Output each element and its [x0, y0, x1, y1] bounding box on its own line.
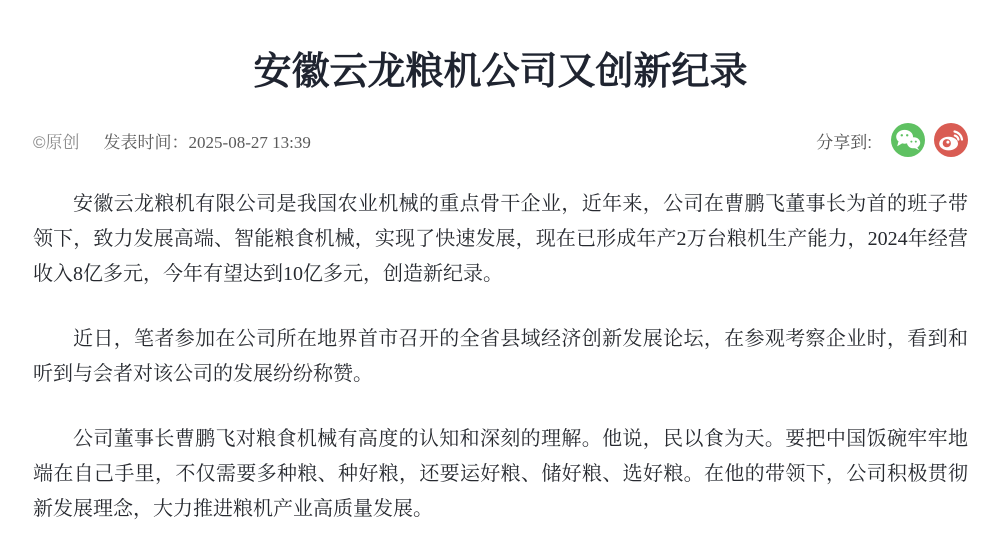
article-title: 安徽云龙粮机公司又创新纪录: [253, 51, 748, 93]
article-body: [33, 187, 968, 527]
article-paragraph-1: 安徽云龙粮机有限公司是我国农业机械的重点骨干企业，近年来，公司在曹鹏飞董事长为首的班子带领下，致力发展高端、智能粮食机械，实现了快速发展，现在已形成年产2万台粮机生产能力，2024年经营收入8亿多元，今年有望达到10亿多元，创造新纪录。: [33, 193, 968, 285]
wechat-icon: [891, 123, 925, 157]
share-label: 分享到:: [816, 132, 872, 152]
publish-time: [104, 128, 311, 153]
publish-time-label: 发表时间：: [103, 132, 189, 152]
weibo-share-button[interactable]: [934, 123, 968, 157]
article-paragraph-2: 近日，笔者参加在公司所在地界首市召开的全省县域经济创新发展论坛，在参观考察企业时，看到和听到与会者对该公司的发展纷纷称赞。: [33, 328, 968, 385]
meta-info: [33, 128, 311, 153]
share-section: [816, 123, 968, 157]
meta-row: [33, 123, 968, 157]
article-page: [0, 50, 994, 539]
wechat-share-button[interactable]: [891, 123, 925, 157]
article-paragraph-3: 公司董事长曹鹏飞对粮食机械有高度的认知和深刻的理解。他说，民以食为天。要把中国饭碗牢牢地端在自己手里，不仅需要多种粮、种好粮，还要运好粮、储好粮、选好粮。在他的带领下，公司积极贯彻新发展理念，大力推进粮机产业高质量发展。: [33, 428, 968, 520]
publish-time-value: 2025-08-27 13:39: [188, 132, 311, 152]
original-copyright-badge: ©原创: [33, 132, 80, 152]
weibo-icon: [934, 123, 968, 157]
